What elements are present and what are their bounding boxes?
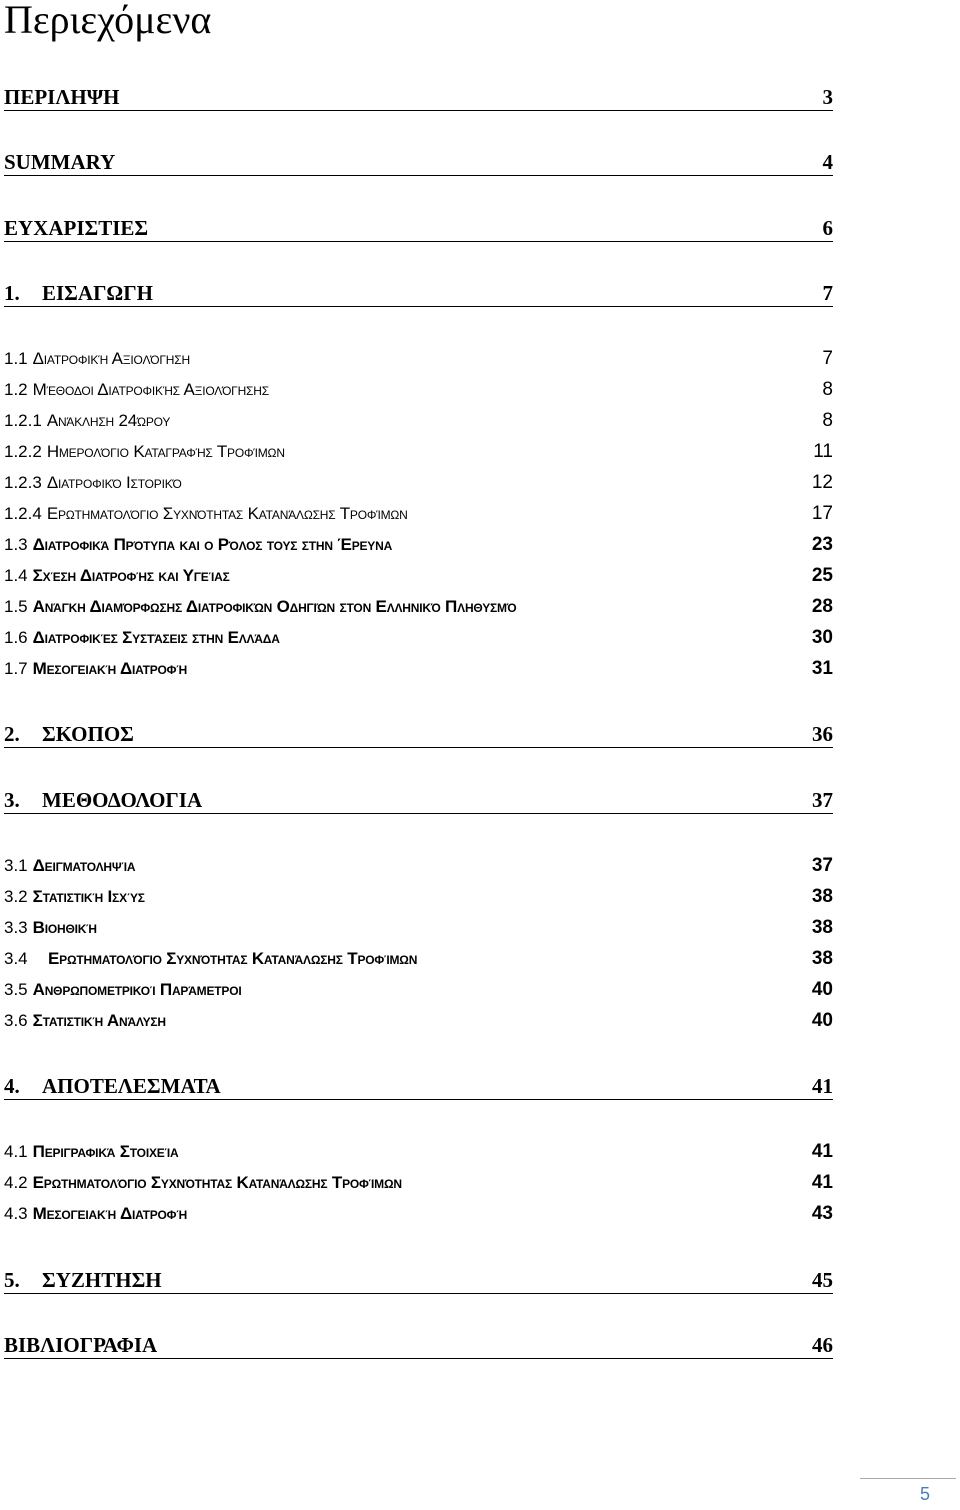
toc-entry-number: 1.1 xyxy=(4,349,28,368)
toc-entry-number: 1.5 xyxy=(4,597,28,616)
toc-entry-page: 3 xyxy=(822,85,833,109)
toc-entry-title: Δειγματοληψία xyxy=(32,856,136,875)
toc-entry-bibliography[interactable] xyxy=(4,1333,833,1359)
toc-entry-page: 41 xyxy=(812,1074,833,1098)
toc-entry-chapter-1[interactable] xyxy=(4,281,833,307)
toc-entry-title: Βιοηθική xyxy=(32,918,97,937)
toc-entry-title: Στατιστική Ανάλυση xyxy=(32,1011,166,1030)
toc-entry-title: ΣΥΖΗΤΗΣΗ xyxy=(42,1268,162,1292)
toc-entry-3-1[interactable] xyxy=(4,854,833,878)
toc-entry-page: 40 xyxy=(811,1010,833,1031)
toc-entry-title: Διατροφικό Ιστορικό xyxy=(46,473,182,492)
toc-entry-page: 38 xyxy=(811,886,833,907)
toc-entry-1-5[interactable] xyxy=(4,595,833,619)
toc-entry-title: Ερωτηματολόγιο Συχνότητας Κατανάλωσης Τροφίμων xyxy=(46,504,408,523)
toc-entry-page: 45 xyxy=(812,1268,833,1292)
toc-entry-number: 3. xyxy=(4,788,20,812)
toc-entry-number: 4.2 xyxy=(4,1173,28,1192)
toc-entry-page: 41 xyxy=(811,1172,833,1193)
toc-entry-1-7[interactable] xyxy=(4,657,833,681)
page-number: 5 xyxy=(919,1484,930,1504)
toc-entry-title: ΜΕΘΟΔΟΛΟΓΙΑ xyxy=(42,788,203,812)
toc-entry-number: 4. xyxy=(4,1074,20,1098)
toc-entry-title: Ερωτηματολόγιο Συχνότητας Κατανάλωσης Τροφίμων xyxy=(48,949,418,968)
toc-entry-number: 3.4 xyxy=(4,949,28,968)
toc-entry-number: 3.5 xyxy=(4,980,28,999)
toc-entry-page: 11 xyxy=(813,441,833,462)
toc-entry-title: ΕΥΧΑΡΙΣΤΙΕΣ xyxy=(4,216,149,240)
toc-entry-page: 4 xyxy=(822,150,833,174)
toc-entry-page: 17 xyxy=(811,503,833,524)
toc-entry-page: 31 xyxy=(811,658,833,679)
toc-entry-chapter-2[interactable] xyxy=(4,722,833,748)
toc-entry-title: Περιγραφικά Στοιχεία xyxy=(32,1142,179,1161)
toc-entry-title: Ανάγκη Διαμόρφωσης Διατροφικών Οδηγιών στον Ελληνικό Πληθυσμό xyxy=(32,597,517,616)
toc-entry-page: 38 xyxy=(811,917,833,938)
toc-entry-chapter-5[interactable] xyxy=(4,1268,833,1294)
toc-entry-page: 37 xyxy=(811,855,833,876)
toc-entry-title: Μεσογειακή Διατροφή xyxy=(32,1204,187,1223)
toc-entry-abstract[interactable] xyxy=(4,85,833,111)
toc-entry-3-2[interactable] xyxy=(4,885,833,909)
toc-entry-title: ΑΠΟΤΕΛΕΣΜΑΤΑ xyxy=(42,1074,221,1098)
toc-entry-page: 30 xyxy=(811,627,833,648)
toc-entry-number: 1.7 xyxy=(4,659,28,678)
toc-entry-page: 38 xyxy=(811,948,833,969)
toc-entry-1-1[interactable] xyxy=(4,347,833,371)
toc-entry-number: 1.6 xyxy=(4,628,28,647)
toc-entry-page: 6 xyxy=(822,216,833,240)
toc-entry-number: 3.3 xyxy=(4,918,28,937)
toc-entry-chapter-3[interactable] xyxy=(4,788,833,814)
toc-entry-page: 8 xyxy=(822,410,833,431)
toc-entry-number: 1.2.3 xyxy=(4,473,42,492)
toc-entry-page: 40 xyxy=(811,979,833,1000)
toc-entry-chapter-4[interactable] xyxy=(4,1074,833,1100)
toc-entry-page: 25 xyxy=(811,565,833,586)
toc-entry-page: 7 xyxy=(822,281,833,305)
toc-entry-page: 36 xyxy=(812,722,833,746)
toc-entry-1-2-2[interactable] xyxy=(4,440,833,464)
toc-entry-summary[interactable] xyxy=(4,150,833,176)
toc-entry-1-3[interactable] xyxy=(4,533,833,557)
toc-entry-title: Διατροφικές Συστάσεις στην Ελλάδα xyxy=(32,628,280,647)
toc-entry-title: ΕΙΣΑΓΩΓΗ xyxy=(42,281,153,305)
toc-entry-page: 23 xyxy=(811,534,833,555)
toc-entry-number: 3.6 xyxy=(4,1011,28,1030)
toc-entry-page: 46 xyxy=(812,1333,833,1357)
toc-entry-title: ΠΕΡΙΛΗΨΗ xyxy=(4,85,120,109)
toc-entry-title: Μεσογειακή Διατροφή xyxy=(32,659,187,678)
toc-entry-1-4[interactable] xyxy=(4,564,833,588)
toc-entry-number: 2. xyxy=(4,722,20,746)
toc-entry-number: 3.2 xyxy=(4,887,28,906)
toc-entry-page: 7 xyxy=(822,348,833,369)
toc-entry-4-2[interactable] xyxy=(4,1171,833,1195)
toc-entry-number: 3.1 xyxy=(4,856,28,875)
toc-entry-title: Ανθρωπομετρικοί Παράμετροι xyxy=(32,980,242,999)
toc-entry-acknowledgements[interactable] xyxy=(4,216,833,242)
toc-entry-title: ΒΙΒΛΙΟΓΡΑΦΙΑ xyxy=(4,1333,158,1357)
toc-entry-number: 1. xyxy=(4,281,20,305)
toc-entry-number: 1.2.2 xyxy=(4,442,42,461)
toc-entry-page: 12 xyxy=(811,472,833,493)
toc-entry-number: 4.3 xyxy=(4,1204,28,1223)
toc-entry-1-6[interactable] xyxy=(4,626,833,650)
toc-entry-title: Διατροφική Αξιολόγηση xyxy=(32,349,190,368)
page-title: Περιεχόμενα xyxy=(4,0,212,42)
toc-entry-title: Ερωτηματολόγιο Συχνότητας Κατανάλωσης Τροφίμων xyxy=(32,1173,402,1192)
toc-entry-1-2[interactable] xyxy=(4,378,833,402)
toc-entry-title: Σχέση Διατροφής και Υγείας xyxy=(32,566,230,585)
toc-entry-number: 1.3 xyxy=(4,535,28,554)
toc-entry-3-4[interactable] xyxy=(4,947,833,971)
toc-entry-number: 1.2.1 xyxy=(4,411,42,430)
toc-entry-title: Μέθοδοι Διατροφικής Αξιολόγησης xyxy=(32,380,269,399)
toc-entry-title: ΣΚΟΠΟΣ xyxy=(42,722,134,746)
toc-entry-page: 28 xyxy=(811,596,833,617)
toc-entry-4-1[interactable] xyxy=(4,1140,833,1164)
toc-entry-1-2-3[interactable] xyxy=(4,471,833,495)
toc-entry-1-2-4[interactable] xyxy=(4,502,833,526)
toc-entry-4-3[interactable] xyxy=(4,1202,833,1226)
toc-entry-3-5[interactable] xyxy=(4,978,833,1002)
toc-entry-number: 4.1 xyxy=(4,1142,28,1161)
toc-entry-title: Ημερολόγιο Καταγραφής Τροφίμων xyxy=(46,442,285,461)
toc-entry-title: Ανάκληση 24ώρου xyxy=(46,411,171,430)
toc-entry-page: 43 xyxy=(811,1203,833,1224)
toc-entry-number: 1.2.4 xyxy=(4,504,42,523)
toc-entry-title: SUMMARY xyxy=(4,150,116,174)
toc-entry-3-3[interactable] xyxy=(4,916,833,940)
toc-entry-number: 5. xyxy=(4,1268,20,1292)
toc-entry-1-2-1[interactable] xyxy=(4,409,833,433)
footer-divider xyxy=(860,1478,956,1479)
toc-entry-title: Στατιστική Ισχύς xyxy=(32,887,145,906)
toc-entry-number: 1.4 xyxy=(4,566,28,585)
toc-entry-page: 37 xyxy=(812,788,833,812)
toc-entry-page: 8 xyxy=(822,379,833,400)
toc-entry-3-6[interactable] xyxy=(4,1009,833,1033)
toc-entry-number: 1.2 xyxy=(4,380,28,399)
toc-entry-title: Διατροφικά Πρότυπα και ο Ρόλος τους στην Έρευνα xyxy=(32,535,393,554)
toc-entry-page: 41 xyxy=(811,1141,833,1162)
